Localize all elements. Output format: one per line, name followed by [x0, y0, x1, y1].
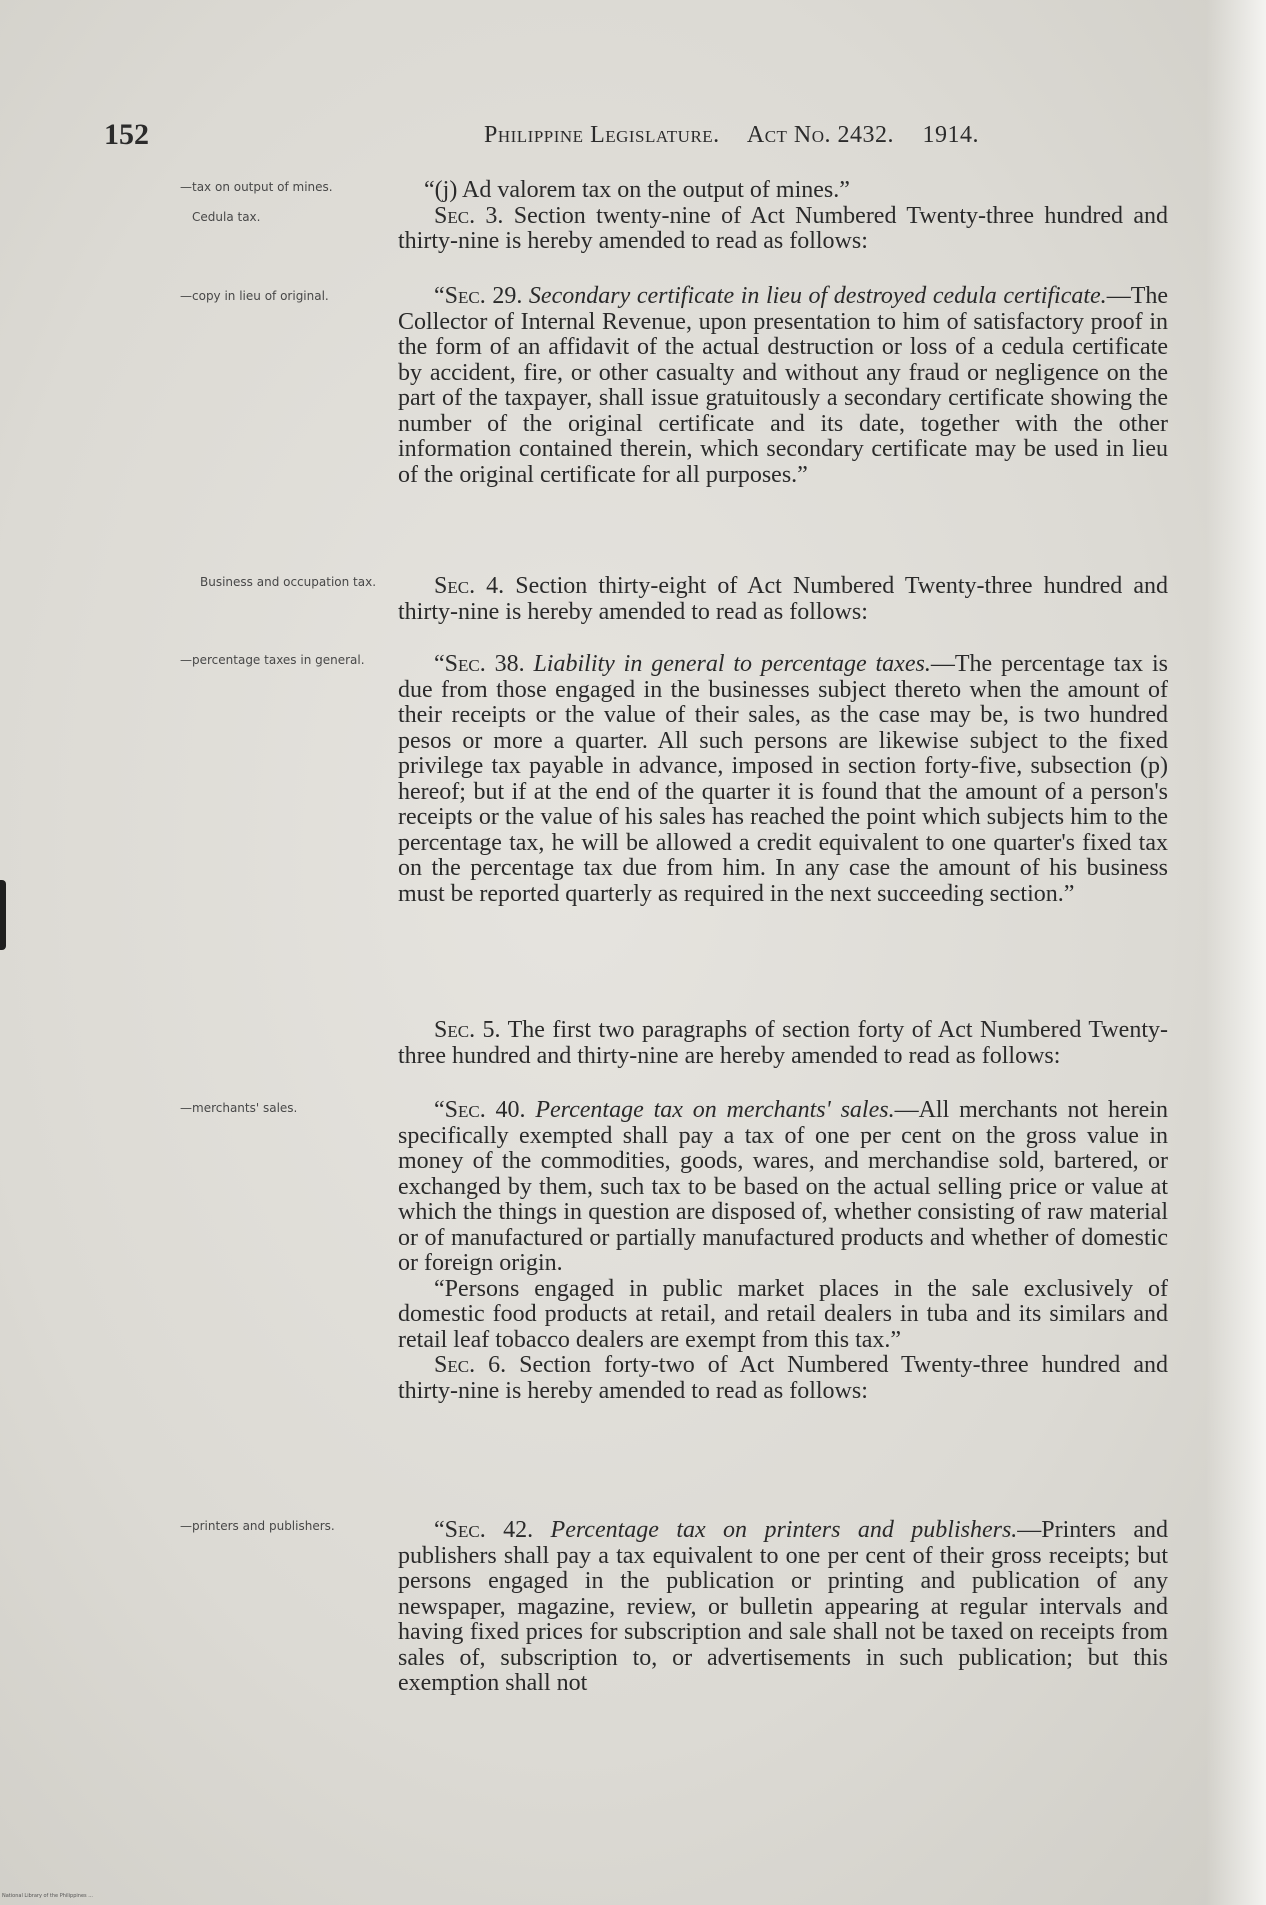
- margin-note-mines: —tax on output of mines.: [180, 180, 333, 194]
- body-block-1: [398, 178, 1168, 255]
- binding-mark: [0, 880, 6, 950]
- running-head-year: 1914.: [922, 122, 980, 148]
- paragraph-sec-4: Sec. 4. Section thirty-eight of Act Numbered Twenty-three hundred and thirty-nine is hereby amended to read as follows:: [398, 573, 1168, 625]
- page-number: 152: [104, 118, 149, 151]
- page-header: [0, 118, 1266, 158]
- margin-note-printers: —printers and publishers.: [180, 1519, 335, 1533]
- margin-note-business: Business and occupation tax.: [200, 575, 377, 589]
- body-block-6: [398, 1098, 1168, 1404]
- margin-note-percentage: —percentage taxes in general.: [180, 653, 365, 667]
- scan-credit: National Library of the Philippines ...: [2, 1893, 93, 1899]
- paragraph-exemption: “Persons engaged in public market places in the sale exclusively of domestic food products at retail, and retail dealers in tuba and its similars and retail leaf tobacco dealers are exempt from this tax.”: [398, 1275, 1168, 1353]
- running-head: [484, 122, 979, 149]
- paragraph-sec-40: “Sec. 40. Percentage tax on merchants' sales.—All merchants not herein specifically exempted shall pay a tax of one per cent on the gross value in money of the commodities, goods, wares, and merchandise sold, bartered, or exchanged by them, such tax to be based on the actual selling price or value at which the things in question are disposed of, whether consisting of raw material or of manufactured or partially manufactured products and whether of domestic or foreign origin.: [398, 1097, 1168, 1276]
- running-head-title: Philippine Legislature.: [484, 122, 720, 148]
- body-block-2: [398, 284, 1168, 488]
- body-block-3: [398, 574, 1168, 625]
- paragraph-sec-5: Sec. 5. The first two paragraphs of section forty of Act Numbered Twenty-three hundred and thirty-nine are hereby amended to read as follows:: [398, 1017, 1168, 1069]
- page-edge-shadow: [1206, 0, 1266, 1905]
- margin-note-copy: —copy in lieu of original.: [180, 289, 329, 303]
- paragraph-sec-29: “Sec. 29. Secondary certificate in lieu of destroyed cedula certificate.—The Collector of Internal Revenue, upon presentation to him of satisfactory proof in the form of an affidavit of the actual destruction or loss of a cedula certificate by accident, fire, or other casualty and without any fraud or negligence on the part of the taxpayer, shall issue gratuitously a secondary certificate showing the number of the original certificate and its date, together with the other information contained therein, which secondary certificate may be used in lieu of the original certificate for all purposes.”: [398, 283, 1168, 488]
- running-head-act: Act No. 2432.: [746, 122, 895, 148]
- paragraph-sec-6: Sec. 6. Section forty-two of Act Numbered Twenty-three hundred and thirty-nine is hereby amended to read as follows:: [398, 1352, 1168, 1404]
- body-block-4: [398, 652, 1168, 907]
- paragraph-sec-3: Sec. 3. Section twenty-nine of Act Numbered Twenty-three hundred and thirty-nine is hereby amended to read as follows:: [398, 202, 1168, 254]
- margin-note-cedula: Cedula tax.: [192, 210, 261, 224]
- paragraph-mines: “(j) Ad valorem tax on the output of mines.”: [424, 177, 850, 203]
- body-block-5: [398, 1018, 1168, 1069]
- paragraph-sec-38: “Sec. 38. Liability in general to percentage taxes.—The percentage tax is due from those engaged in the businesses subject thereto when the amount of their receipts or the value of their sales, as the case may be, is two hundred pesos or more a quarter. All such persons are likewise subject to the fixed privilege tax payable in advance, imposed in section forty-five, subsection (p) hereof; but if at the end of the quarter it is found that the amount of a person's receipts or the value of his sales has reached the point which subjects him to the percentage tax, he will be allowed a credit equivalent to one quarter's fixed tax on the percentage tax due from him. In any case the amount of his business must be reported quarterly as required in the next succeeding section.”: [398, 651, 1168, 907]
- body-block-7: [398, 1518, 1168, 1697]
- paragraph-sec-42: “Sec. 42. Percentage tax on printers and publishers.—Printers and publishers shall pay a tax equivalent to one per cent of their gross receipts; but persons engaged in the publication or printing and publication of any newspaper, magazine, review, or bulletin appearing at regular intervals and having fixed prices for subscription and sale shall not be taxed on receipts from sales of, subscription to, or advertisements in such publication; but this exemption shall not: [398, 1517, 1168, 1696]
- margin-note-merchants: —merchants' sales.: [180, 1101, 298, 1115]
